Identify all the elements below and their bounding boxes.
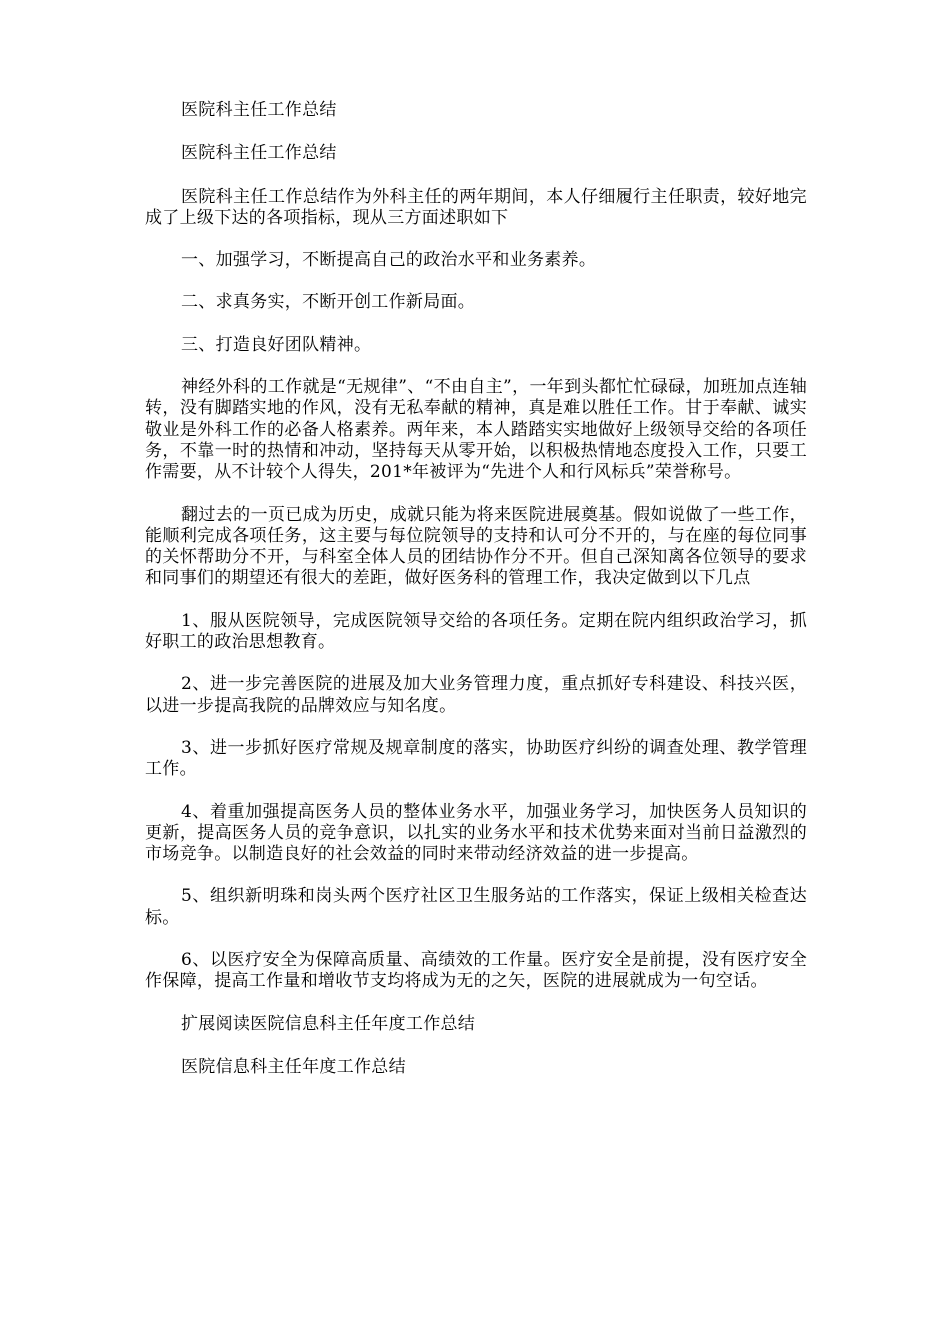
paragraph-point-3: 三、打造良好团队精神。: [181, 334, 372, 355]
paragraph-plan-4: 4、着重加强提高医务人员的整体业务水平，加强业务学习，加快医务人员知识的更新，提高医务人员的竞争意识，以扎实的业务水平和技术优势来面对当前日益激烈的市场竞争。以制造良好的社会效益的同时来带动经济效益的进一步提高。: [145, 801, 807, 865]
paragraph-plan-3: 3、进一步抓好医疗常规及规章制度的落实，协助医疗纠纷的调查处理、教学管理工作。: [145, 737, 807, 780]
paragraph-plan-5: 5、组织新明珠和岗头两个医疗社区卫生服务站的工作落实，保证上级相关检查达标。: [145, 886, 807, 928]
document-body: [145, 100, 807, 1100]
document-title: 医院科主任工作总结: [181, 100, 337, 120]
paragraph-plan-6: 6、以医疗安全为保障高质量、高绩效的工作量。医疗安全是前提，没有医疗安全作保障，提高工作量和增收节支均将成为无的之矢，医院的进展就成为一句空话。: [145, 950, 807, 992]
paragraph-neurosurgery: 神经外科的工作就是“无规律”、“不由自主”，一年到头都忙忙碌碌，加班加点连轴转，没有脚踏实地的作风，没有无私奉献的精神，真是难以胜任工作。甘于奉献、诚实敬业是外科工作的必备人格素养。两年来，本人踏踏实实地做好上级领导交给的各项任务，不靠一时的热情和冲动，坚持每天从零开始，以积极热情地态度投入工作，只要工作需要，从不计较个人得失，201*年被评为“先进个人和行风标兵”荣誉称号。: [145, 377, 807, 483]
paragraph-plan-2: 2、进一步完善医院的进展及加大业务管理力度，重点抓好专科建设、科技兴医，以进一步提高我院的品牌效应与知名度。: [145, 674, 807, 716]
extended-reading-title: 医院信息科主任年度工作总结: [181, 1056, 406, 1077]
extended-reading-heading: 扩展阅读医院信息科主任年度工作总结: [181, 1013, 476, 1034]
paragraph-reflection: 翻过去的一页已成为历史，成就只能为将来医院进展奠基。假如说做了一些工作，能顺利完成各项任务，这主要与每位院领导的支持和认可分不开的，与在座的每位同事的关怀帮助分不开，与科室全体人员的团结协作分不开。但自己深知离各位领导的要求和同事们的期望还有很大的差距，做好医务科的管理工作，我决定做到以下几点: [145, 504, 807, 589]
document-subtitle: 医院科主任工作总结: [181, 143, 337, 164]
paragraph-point-1: 一、加强学习，不断提高自己的政治水平和业务素养。: [181, 250, 597, 271]
paragraph-point-2: 二、求真务实，不断开创工作新局面。: [181, 292, 476, 313]
paragraph-plan-1: 1、服从医院领导，完成医院领导交给的各项任务。定期在院内组织政治学习，抓好职工的政治思想教育。: [145, 610, 807, 653]
paragraph-intro: 医院科主任工作总结作为外科主任的两年期间，本人仔细履行主任职责，较好地完成了上级下达的各项指标，现从三方面述职如下: [145, 186, 807, 228]
